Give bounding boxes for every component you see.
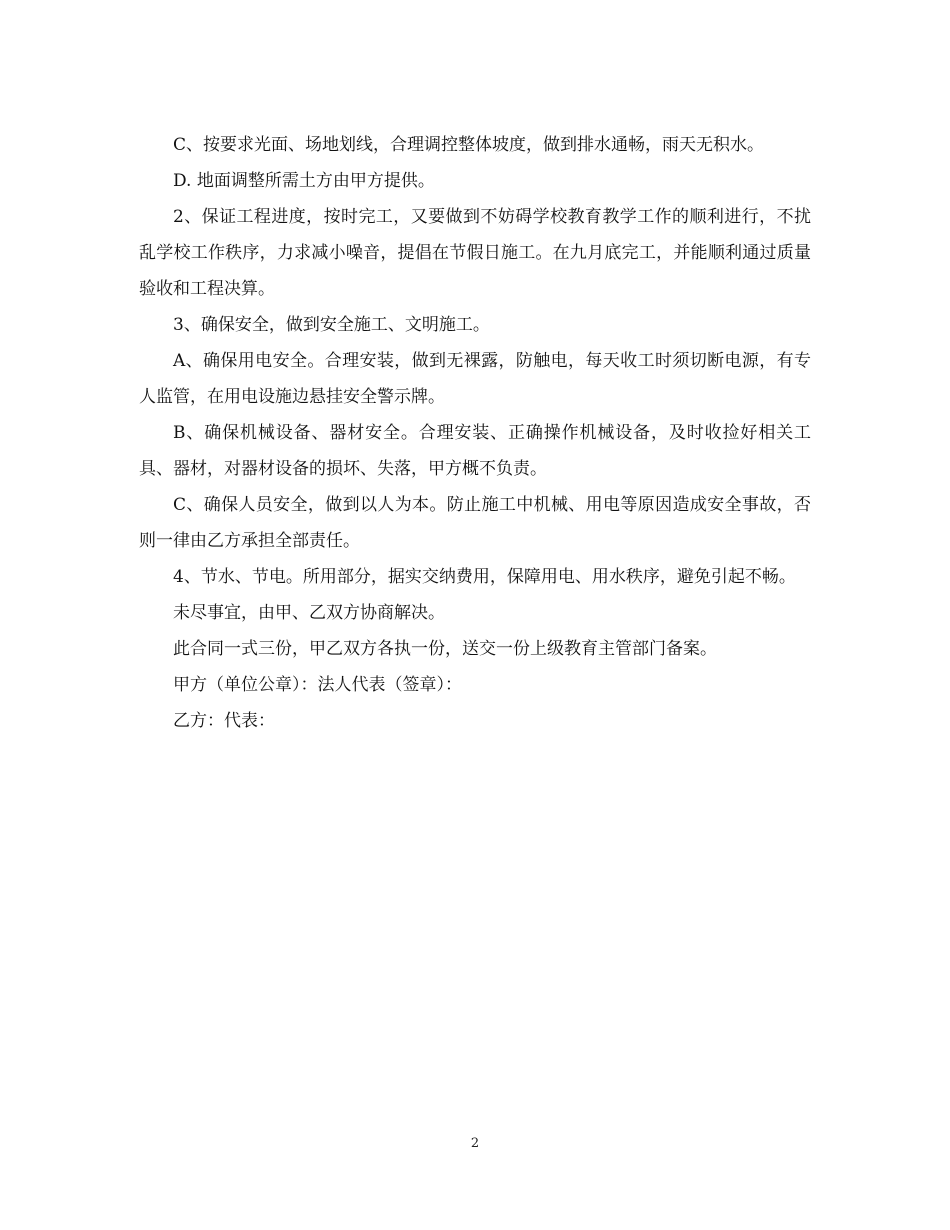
paragraph-item-d-soil: D. 地面调整所需土方由甲方提供。 xyxy=(173,171,435,191)
paragraph-water-electric: 4、节水、节电。所用部分，据实交纳费用，保障用电、用水秩序，避免引起不畅。 xyxy=(173,567,796,587)
paragraph-item-c-ground: C、按要求光面、场地划线，合理调控整体坡度，做到排水通畅，雨天无积水。 xyxy=(173,135,765,155)
paragraph-unresolved-matters: 未尽事宜，由甲、乙双方协商解决。 xyxy=(173,603,445,623)
signature-party-a: 甲方（单位公章）：法人代表（签章）： xyxy=(173,675,462,695)
paragraph-personnel-safety: C、确保人员安全，做到以人为本。防止施工中机械、用电等原因造成安全事故，否则一律由乙方承担全部责任。 xyxy=(139,495,811,551)
paragraph-copies: 此合同一式三份，甲乙双方各执一份，送交一份上级教育主管部门备案。 xyxy=(173,639,717,659)
paragraph-safety: 3、确保安全，做到安全施工、文明施工。 xyxy=(173,315,490,335)
signature-party-b: 乙方：代表： xyxy=(173,711,275,731)
paragraph-schedule: 2、保证工程进度，按时完工，又要做到不妨碍学校教育教学工作的顺利进行，不扰乱学校工作秩序，力求减小噪音，提倡在节假日施工。在九月底完工，并能顺利通过质量验收和工程决算。 xyxy=(139,207,811,299)
paragraph-electric-safety: A、确保用电安全。合理安装，做到无裸露，防触电，每天收工时须切断电源，有专人监管，在用电设施边悬挂安全警示牌。 xyxy=(139,351,811,407)
document-body xyxy=(139,127,811,739)
paragraph-equipment-safety: B、确保机械设备、器材安全。合理安装、正确操作机械设备，及时收捡好相关工具、器材，对器材设备的损坏、失落，甲方概不负责。 xyxy=(139,423,811,479)
page-number: 2 xyxy=(470,1136,480,1151)
